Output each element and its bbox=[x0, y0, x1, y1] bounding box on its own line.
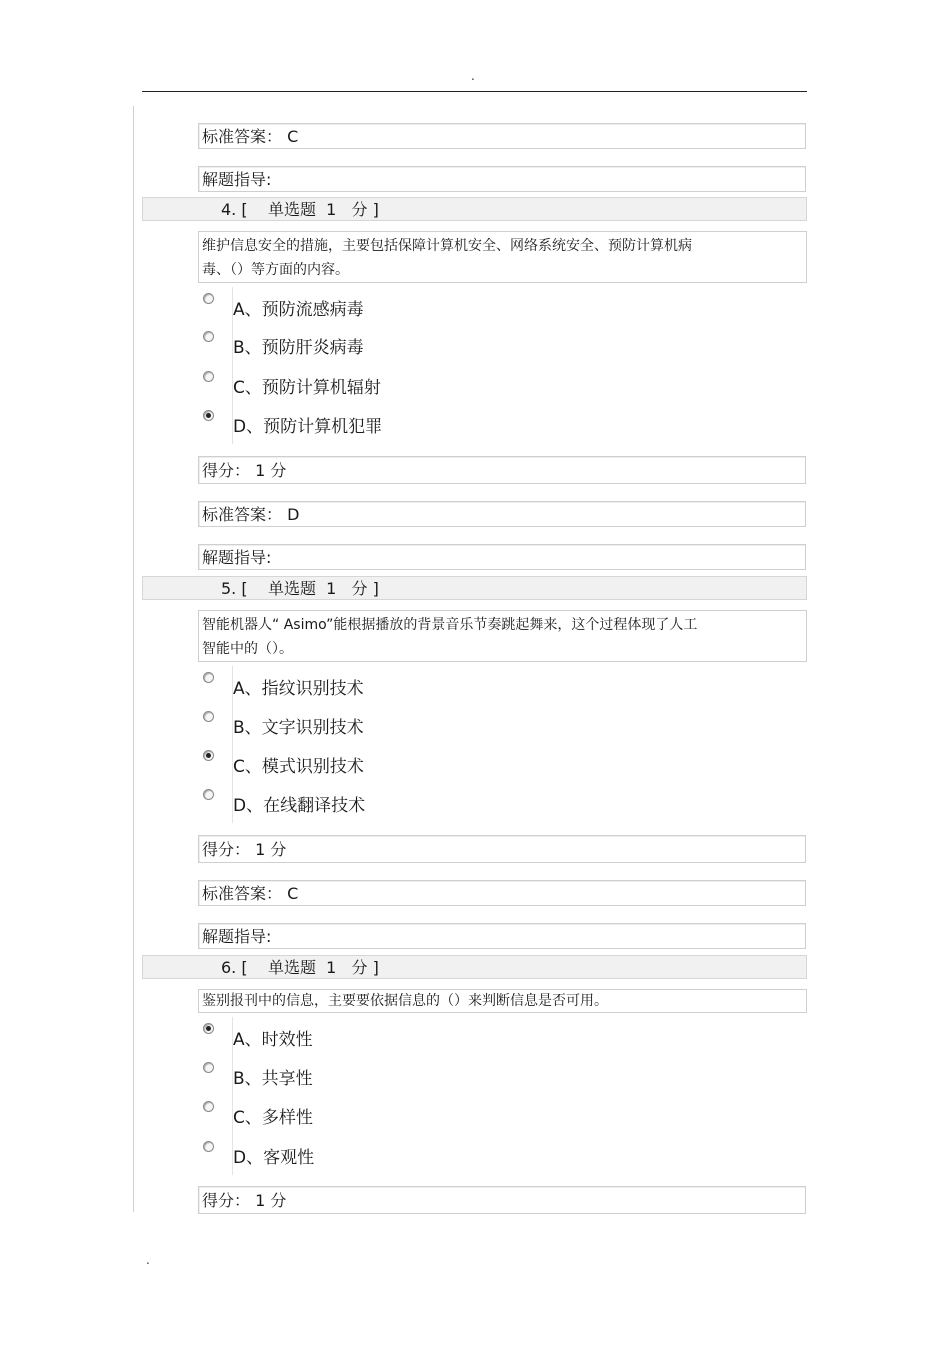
option-radio-cell bbox=[200, 666, 233, 706]
question-4-score: 得分： 1 分 bbox=[198, 456, 806, 484]
option-radio-cell bbox=[200, 744, 233, 784]
question-4-option-c[interactable] bbox=[200, 365, 600, 405]
option-radio-cell bbox=[200, 365, 233, 405]
question-text-line: 智能机器人“ Asimo”能根据播放的背景音乐节奏跳起舞来，这个过程体现了人工 bbox=[202, 617, 698, 633]
question-6-score: 得分： 1 分 bbox=[198, 1186, 806, 1214]
option-label: C、模式识别技术 bbox=[233, 757, 364, 777]
content-left-border bbox=[133, 106, 134, 1212]
question-5-score: 得分： 1 分 bbox=[198, 835, 806, 863]
radio-button[interactable] bbox=[203, 711, 214, 722]
radio-button[interactable] bbox=[203, 293, 214, 304]
option-label: A、指纹识别技术 bbox=[233, 679, 364, 699]
question-text-line: 智能中的（）。 bbox=[202, 641, 293, 657]
question-5-text bbox=[198, 610, 807, 662]
option-label: B、文字识别技术 bbox=[233, 718, 364, 738]
option-label: C、预防计算机辐射 bbox=[233, 378, 381, 398]
question-text-line: 维护信息安全的措施，主要包括保障计算机安全、网络系统安全、预防计算机病 bbox=[202, 238, 692, 254]
question-5-option-a[interactable] bbox=[200, 666, 600, 706]
question-header-text: 4. [ 单选题 1 分 ] bbox=[221, 200, 379, 219]
question-6-text bbox=[198, 989, 807, 1013]
option-radio-cell bbox=[200, 325, 233, 365]
option-radio-cell bbox=[200, 705, 233, 745]
question-header-text: 6. [ 单选题 1 分 ] bbox=[221, 958, 379, 977]
option-radio-cell bbox=[200, 404, 233, 444]
radio-button[interactable] bbox=[203, 371, 214, 382]
question-4-header bbox=[142, 197, 807, 221]
page-bottom-mark: . bbox=[146, 1253, 150, 1267]
question-text-line: 毒、（）等方面的内容。 bbox=[202, 262, 349, 278]
question-5-option-b[interactable] bbox=[200, 705, 600, 745]
option-label: A、预防流感病毒 bbox=[233, 300, 364, 320]
radio-button[interactable] bbox=[203, 1062, 214, 1073]
option-radio-cell bbox=[200, 1017, 233, 1057]
option-radio-cell bbox=[200, 1056, 233, 1096]
question-text-line: 鉴别报刊中的信息，主要要依据信息的（）来判断信息是否可用。 bbox=[202, 993, 608, 1009]
radio-button[interactable] bbox=[203, 789, 214, 800]
option-label: D、在线翻译技术 bbox=[233, 796, 366, 816]
question-4-solution-guide: 解题指导: bbox=[198, 544, 806, 570]
radio-button-selected[interactable] bbox=[203, 410, 214, 421]
option-radio-cell bbox=[200, 287, 233, 327]
option-label: B、预防肝炎病毒 bbox=[233, 338, 364, 358]
question-5-header bbox=[142, 576, 807, 600]
question-6-option-d[interactable] bbox=[200, 1135, 600, 1175]
question-5-option-c[interactable] bbox=[200, 744, 600, 784]
q3-standard-answer: 标准答案： C bbox=[198, 123, 806, 149]
option-radio-cell bbox=[200, 1135, 233, 1175]
option-label: B、共享性 bbox=[233, 1069, 313, 1089]
question-5-standard-answer: 标准答案： C bbox=[198, 880, 806, 906]
option-radio-cell bbox=[200, 783, 233, 823]
question-6-option-b[interactable] bbox=[200, 1056, 600, 1096]
page-header-rule bbox=[142, 91, 807, 92]
radio-button[interactable] bbox=[203, 672, 214, 683]
question-4-option-b[interactable] bbox=[200, 325, 600, 365]
question-header-text: 5. [ 单选题 1 分 ] bbox=[221, 579, 379, 598]
page-top-mark: . bbox=[471, 69, 475, 83]
radio-button[interactable] bbox=[203, 1101, 214, 1112]
question-6-option-c[interactable] bbox=[200, 1095, 600, 1135]
radio-button-selected[interactable] bbox=[203, 1023, 214, 1034]
question-6-header bbox=[142, 955, 807, 979]
q3-solution-guide: 解题指导: bbox=[198, 166, 806, 192]
question-4-standard-answer: 标准答案： D bbox=[198, 501, 806, 527]
question-5-option-d[interactable] bbox=[200, 783, 600, 823]
option-label: D、预防计算机犯罪 bbox=[233, 417, 383, 437]
option-label: C、多样性 bbox=[233, 1108, 313, 1128]
question-4-text bbox=[198, 231, 807, 283]
question-4-option-d[interactable] bbox=[200, 404, 600, 444]
option-label: A、时效性 bbox=[233, 1030, 313, 1050]
question-6-option-a[interactable] bbox=[200, 1017, 600, 1057]
question-4-option-a[interactable] bbox=[200, 287, 600, 327]
radio-button[interactable] bbox=[203, 1141, 214, 1152]
option-radio-cell bbox=[200, 1095, 233, 1135]
question-5-solution-guide: 解题指导: bbox=[198, 923, 806, 949]
option-label: D、客观性 bbox=[233, 1148, 315, 1168]
radio-button[interactable] bbox=[203, 331, 214, 342]
radio-button-selected[interactable] bbox=[203, 750, 214, 761]
